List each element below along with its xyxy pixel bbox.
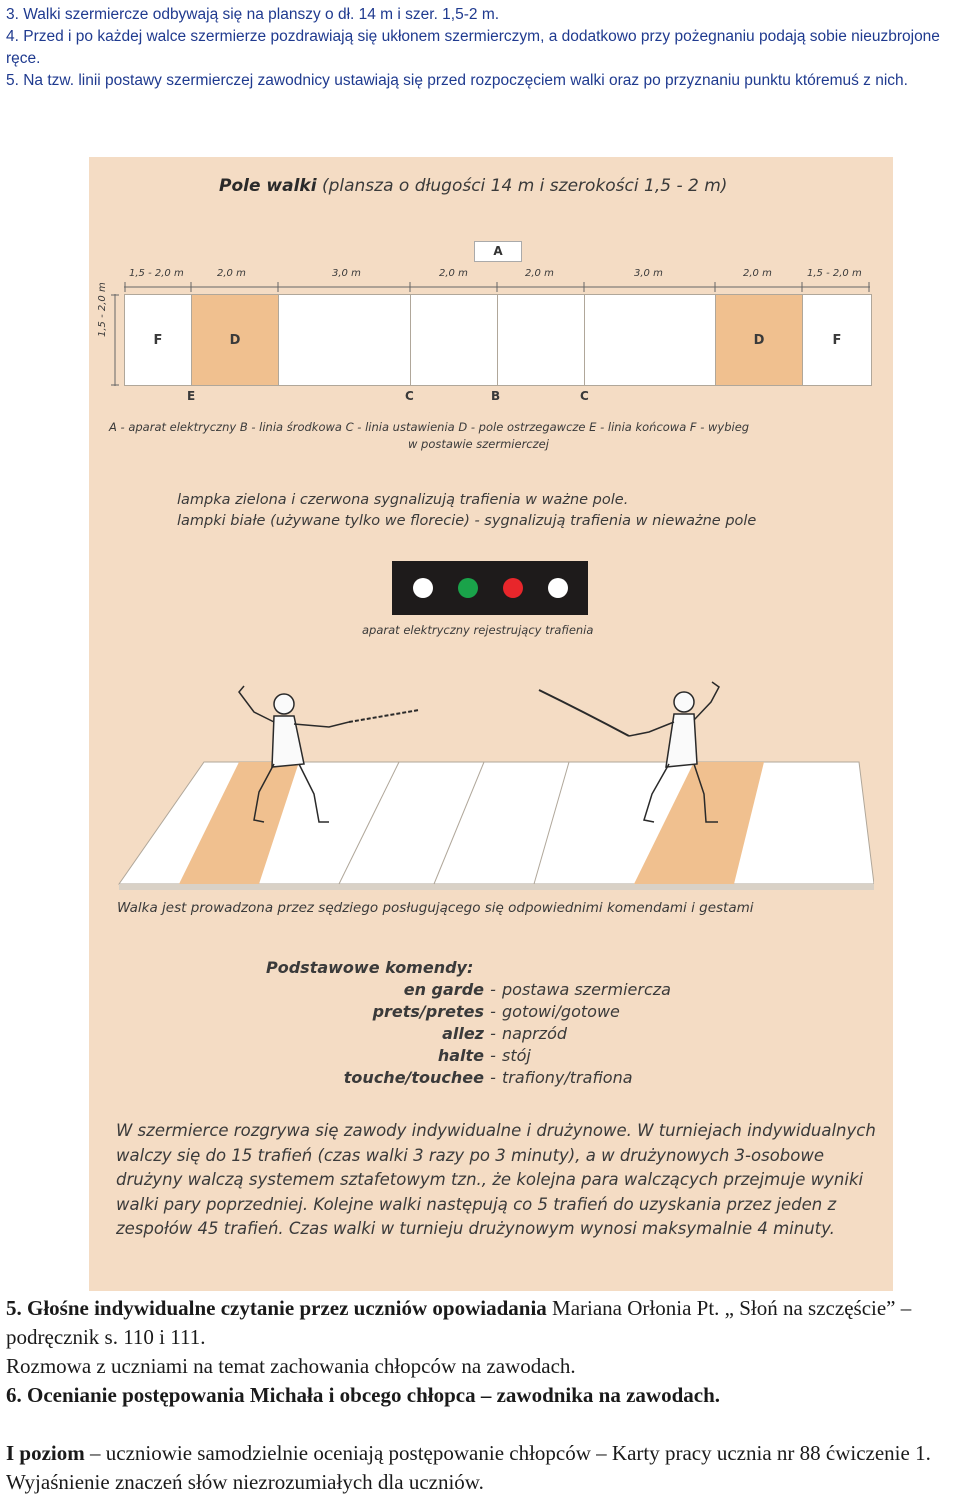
green-lamp-icon bbox=[458, 578, 478, 598]
white-lamp-icon bbox=[413, 578, 433, 598]
piste-plan bbox=[124, 294, 872, 386]
zone-runback-left: F bbox=[125, 295, 192, 385]
zone-runback-right: F bbox=[832, 332, 842, 348]
apparatus-label-box: A bbox=[474, 241, 522, 262]
fencers-illustration bbox=[114, 672, 874, 892]
figure-title bbox=[219, 176, 727, 196]
lesson-plan-text bbox=[6, 1294, 956, 1497]
command-value: gotowi/gotowe bbox=[502, 1002, 620, 1021]
command-row: allez - naprzód bbox=[266, 1023, 671, 1045]
line-letter-c: C bbox=[405, 389, 414, 403]
measurement-label: 2,0 m bbox=[439, 268, 468, 279]
command-row: en garde - postawa szermiercza bbox=[266, 979, 671, 1001]
legend-continuation: w postawie szermierczej bbox=[408, 437, 549, 451]
fencing-piste-figure bbox=[89, 157, 893, 1291]
measurement-label: 2,0 m bbox=[743, 268, 772, 279]
command-key: touche/touchee bbox=[343, 1068, 484, 1087]
lesson-step-6: 6. Ocenianie postępowania Michała i obcego chłopca – zawodnika na zawodach. bbox=[6, 1383, 721, 1407]
line-letter-e: E bbox=[187, 389, 196, 403]
line-letter-c: C bbox=[580, 389, 589, 403]
zone-center-right bbox=[585, 295, 716, 385]
command-key: prets/pretes bbox=[372, 1002, 484, 1021]
width-ruler bbox=[111, 294, 119, 386]
command-value: postawa szermiercza bbox=[502, 980, 671, 999]
zone-warning-left: D bbox=[192, 295, 279, 385]
measurement-label: 2,0 m bbox=[217, 268, 246, 279]
intro-line-3: 3. Walki szermiercze odbywają się na planszy o dł. 14 m i szer. 1,5-2 m. bbox=[6, 6, 500, 23]
command-row: touche/touchee - trafiony/trafiona bbox=[266, 1067, 671, 1089]
zone-mid-right bbox=[498, 295, 585, 385]
commands-title: Podstawowe komendy: bbox=[266, 958, 474, 977]
lamp-text-colored: lampka zielona i czerwona sygnalizują trafienia w ważne pole. bbox=[177, 492, 629, 508]
zone-mid-left bbox=[411, 295, 498, 385]
zone-center-left bbox=[279, 295, 411, 385]
command-value: stój bbox=[502, 1046, 531, 1065]
figure-title-rest: (plansza o długości 14 m i szerokości 1,5 - 2 m) bbox=[321, 176, 728, 196]
apparatus-caption: aparat elektryczny rejestrujący trafienia bbox=[362, 623, 594, 637]
command-value: naprzód bbox=[502, 1024, 568, 1043]
line-letter-b: B bbox=[491, 389, 501, 403]
measurement-label: 1,5 - 2,0 m bbox=[807, 268, 862, 279]
red-lamp-icon bbox=[503, 578, 523, 598]
commands-block bbox=[266, 957, 671, 1089]
command-key: en garde bbox=[403, 980, 484, 999]
measurement-label: 1,5 - 2,0 m bbox=[129, 268, 184, 279]
intro-line-4: 4. Przed i po każdej walce szermierze pozdrawiają się ukłonem szermierczym, a dodatkowo przy pożegnaniu podają sobie nieuzbrojone ręce. bbox=[6, 28, 940, 67]
lesson-step-5-bold: 5. Głośne indywidualne czytanie przez uczniów opowiadania bbox=[6, 1296, 547, 1320]
measurement-label: 2,0 m bbox=[525, 268, 554, 279]
white-lamp-icon bbox=[548, 578, 568, 598]
referee-text: Walka jest prowadzona przez sędziego posługującego się odpowiednimi komendami i gestami bbox=[117, 900, 754, 916]
intro-text bbox=[6, 4, 951, 92]
width-label: 1,5 - 2,0 m bbox=[97, 282, 108, 337]
lesson-step-5-rest: Mariana Orłonia Pt. „ Słoń na szczęście” – podręcznik s. 110 i 111. bbox=[6, 1296, 912, 1349]
measurement-label: 3,0 m bbox=[634, 268, 663, 279]
level-one-bold: I poziom bbox=[6, 1441, 85, 1465]
measurement-ruler bbox=[124, 282, 870, 292]
lesson-step-5 bbox=[6, 1294, 956, 1352]
level-one bbox=[6, 1439, 956, 1497]
measurement-label: 3,0 m bbox=[332, 268, 361, 279]
legend: A - aparat elektryczny B - linia środkowa C - linia ustawienia D - pole ostrzegawcze E - linia końcowa F - wybieg bbox=[109, 420, 750, 434]
figure-title-bold: Pole walki bbox=[219, 176, 317, 196]
command-key: allez bbox=[442, 1024, 484, 1043]
intro-line-5: 5. Na tzw. linii postawy szermierczej zawodnicy ustawiają się przed rozpoczęciem walki oraz po przyznaniu punktu któremuś z nich. bbox=[6, 72, 908, 89]
command-value: trafiony/trafiona bbox=[502, 1068, 633, 1087]
level-one-rest: – uczniowie samodzielnie oceniają postępowanie chłopców – Karty pracy ucznia nr 88 ćwiczenie 1. Wyjaśnienie znaczeń słów niezrozumiałych dla uczniów. bbox=[6, 1441, 931, 1494]
zone-warning-right: D bbox=[716, 295, 803, 385]
lesson-conversation: Rozmowa z uczniami na temat zachowania chłopców na zawodach. bbox=[6, 1354, 576, 1378]
command-key: halte bbox=[437, 1046, 484, 1065]
command-row: prets/pretes - gotowi/gotowe bbox=[266, 1001, 671, 1023]
scoring-apparatus bbox=[392, 561, 588, 615]
competition-info-paragraph: W szermierce rozgrywa się zawody indywidualne i drużynowe. W turniejach indywidualnych walczy się do 15 trafień (czas walki 3 razy po 3 minuty), a w drużynowych 3-osobowe drużyny walczą systemem sztafetowym tzn., że kolejna para walczących przejmuje wyniki walki pary poprzedniej. Kolejne walki następują co 5 trafień do uzyskania przez jeden z zespołów 45 trafień. Czas walki w turnieju drużynowym wynosi maksymalnie 4 minuty. bbox=[116, 1121, 876, 1238]
command-row: halte - stój bbox=[266, 1045, 671, 1067]
lamp-description bbox=[177, 490, 756, 532]
lamp-text-white: lampki białe (używane tylko we florecie) - sygnalizują trafienia w nieważne pole bbox=[177, 513, 757, 529]
